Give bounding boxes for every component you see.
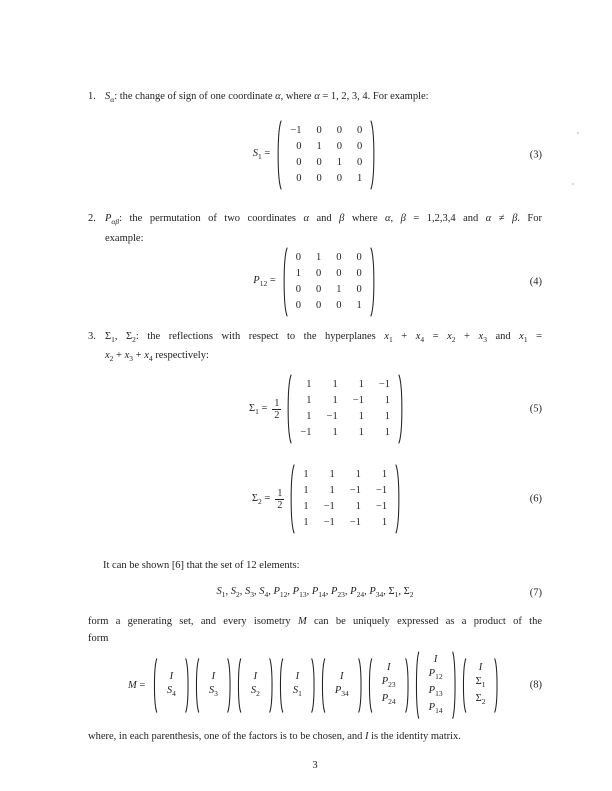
factor-entry: I — [433, 653, 438, 665]
matrix-cell: 1 — [356, 299, 362, 311]
text-line: $P_{\alpha\beta}$: the permutation of two coordinates α and β where α, β = 1,2,3,4 and α ≠ β. For — [105, 212, 542, 226]
matrix-cell: 1 — [384, 411, 391, 423]
matrix-cell: 0 — [336, 251, 342, 263]
matrix-cell: 1 — [303, 517, 309, 529]
equation-8-body — [128, 651, 502, 719]
page-number: 3 — [312, 760, 318, 772]
matrix-cell: 0 — [356, 140, 363, 152]
factor-entry: I — [211, 670, 216, 682]
list-item-3-number: 3. — [88, 330, 96, 342]
paragraph-where: where, in each parenthesis, one of the factors is to be chosen, and I is the identity matrix. — [88, 731, 461, 743]
factor-entry: I — [253, 670, 258, 682]
matrix-cell: 1 — [384, 427, 391, 439]
factor-entry: $P_{24}$ — [381, 693, 396, 706]
equation-7 — [88, 586, 542, 599]
factor-entry: $S_3$ — [208, 684, 218, 698]
list-item-1 — [88, 88, 542, 108]
equation-3-lhs: $S_1$ = — [252, 148, 271, 162]
matrix-cell: 1 — [329, 485, 335, 497]
fraction-denominator: 2 — [277, 499, 283, 511]
matrix-cell: 1 — [332, 379, 338, 391]
factor-entry: $\Sigma_2$ — [475, 693, 486, 706]
matrix-cell: 1 — [381, 517, 388, 529]
matrix-cell: −1 — [300, 427, 312, 439]
matrix-cell: 0 — [336, 140, 342, 152]
factor-entries — [242, 658, 269, 713]
factor-entry: $S_2$ — [250, 684, 260, 698]
matrix-sigma2-cells — [295, 464, 395, 534]
paragraph-generating — [88, 613, 542, 647]
list-item-1-number: 1. — [88, 91, 96, 102]
matrix-cell: 0 — [295, 299, 301, 311]
matrix-cell: 1 — [306, 411, 312, 423]
matrix-cell: 0 — [336, 267, 342, 279]
equation-3-body — [253, 120, 377, 190]
matrix-s1-cells — [282, 120, 370, 190]
left-parenthesis-icon — [275, 120, 282, 190]
matrix-sigma2 — [288, 464, 402, 534]
equation-7-body — [216, 586, 413, 599]
text-line: $\Sigma_1$, $\Sigma_2$: the reflections with respect to the hyperplanes $x_1 + x_4 = x_2 + x_3$ and $x_1$ = — [105, 330, 543, 344]
matrix-cell: 0 — [336, 124, 342, 136]
matrix-cell: 0 — [295, 283, 301, 295]
right-parenthesis-icon — [311, 658, 317, 713]
list-item-3-text — [105, 328, 542, 368]
left-parenthesis-icon — [288, 464, 295, 534]
matrix-cell: 0 — [296, 172, 302, 184]
factor-entry: $P_{13}$ — [428, 684, 443, 698]
matrix-cell: 1 — [303, 469, 309, 481]
paragraph-shown: It can be shown [6] that the set of 12 elements: — [103, 560, 300, 572]
equation-6 — [88, 464, 542, 534]
factor-entries — [420, 651, 452, 719]
list-item-2-number: 2. — [88, 212, 96, 224]
factor-group-s4 — [152, 658, 190, 713]
factor-group-s3 — [194, 658, 232, 713]
right-parenthesis-icon — [452, 651, 458, 719]
factor-entry: $P_{23}$ — [381, 676, 396, 690]
matrix-cell: 1 — [329, 469, 335, 481]
right-parenthesis-icon — [358, 658, 364, 713]
matrix-cell: −1 — [378, 379, 391, 391]
matrix-cell: −1 — [290, 124, 302, 136]
matrix-p12 — [281, 247, 377, 317]
matrix-sigma1-cells — [292, 374, 398, 444]
matrix-cell: 1 — [315, 251, 322, 263]
left-parenthesis-icon — [285, 374, 292, 444]
factor-entry: I — [386, 662, 391, 674]
factor-entry: I — [169, 670, 174, 682]
matrix-cell: −1 — [323, 517, 335, 529]
equation-4-number: (4) — [529, 276, 542, 288]
equation-5-number: (5) — [529, 403, 542, 415]
equation-4-body — [253, 247, 376, 317]
matrix-cell: 0 — [356, 283, 362, 295]
matrix-cell: 1 — [358, 411, 364, 423]
factor-entry: $\Sigma_1$ — [475, 676, 486, 690]
equation-6-number: (6) — [529, 493, 542, 505]
matrix-cell: −1 — [375, 485, 388, 497]
matrix-cell: 0 — [316, 156, 322, 168]
matrix-cell: 1 — [332, 427, 338, 439]
matrix-cell: 0 — [336, 172, 342, 184]
matrix-cell: 1 — [336, 156, 342, 168]
factor-entry: I — [478, 662, 483, 674]
factor-group-sigma1-sigma2 — [461, 658, 500, 713]
matrix-cell: 0 — [296, 156, 302, 168]
text-line: $x_2 + x_3 + x_4$ respectively: — [105, 350, 209, 364]
equation-3-number: (3) — [529, 149, 542, 161]
right-parenthesis-icon — [395, 464, 402, 534]
matrix-cell: 1 — [355, 469, 361, 481]
list-item-2 — [88, 210, 542, 247]
matrix-cell: 1 — [303, 501, 309, 513]
matrix-cell: −1 — [323, 501, 335, 513]
matrix-cell: 1 — [306, 395, 312, 407]
factor-entry: $P_{34}$ — [334, 684, 349, 698]
equation-8 — [88, 651, 542, 719]
factor-group-s1 — [278, 658, 316, 713]
factor-group-p34 — [320, 658, 363, 713]
factor-entry: $S_4$ — [166, 684, 176, 698]
text-line: form — [88, 632, 109, 644]
equation-5 — [88, 374, 542, 444]
right-parenthesis-icon — [269, 658, 275, 713]
generator-list: $S_1$, $S_2$, $S_3$, $S_4$, $P_{12}$, $P_{13}$, $P_{14}$, $P_{23}$, $P_{24}$, $P_{34}$, $\Sigma_1$, $\Sigma_2$ — [216, 586, 414, 599]
matrix-cell: −1 — [326, 411, 338, 423]
equation-7-number: (7) — [529, 587, 542, 599]
matrix-cell: 1 — [306, 379, 312, 391]
matrix-cell: 0 — [315, 299, 322, 311]
matrix-cell: 1 — [381, 469, 388, 481]
left-parenthesis-icon — [281, 247, 288, 317]
fraction-numerator: 1 — [274, 397, 280, 409]
factor-entries — [200, 658, 227, 713]
text-line: $S_\alpha$: the change of sign of one coordinate α, where α = 1, 2, 3, 4. For example: — [105, 91, 429, 104]
equation-5-body — [249, 374, 405, 444]
fraction-one-half — [272, 398, 281, 421]
matrix-cell: −1 — [349, 485, 361, 497]
matrix-cell: −1 — [375, 501, 388, 513]
right-parenthesis-icon — [405, 658, 411, 713]
factor-entries — [467, 658, 495, 713]
matrix-cell: 1 — [358, 427, 364, 439]
factor-entry: $P_{12}$ — [428, 667, 443, 681]
equation-4 — [88, 247, 542, 317]
list-item-3 — [88, 328, 542, 368]
equation-3 — [88, 120, 542, 190]
matrix-p12-cells — [288, 247, 370, 317]
matrix-cell: 1 — [355, 501, 361, 513]
equation-6-body — [252, 464, 402, 534]
matrix-cell: 0 — [316, 172, 322, 184]
text-line: example: — [105, 232, 144, 244]
right-parenthesis-icon — [185, 658, 191, 713]
text-line: form a generating set, and every isometry M can be uniquely expressed as a product of the — [88, 615, 542, 627]
matrix-cell: 0 — [316, 124, 322, 136]
matrix-sigma1 — [285, 374, 405, 444]
matrix-cell: 1 — [295, 267, 301, 279]
equation-6-lhs: $\Sigma_2$ = — [251, 492, 271, 506]
scan-speck — [572, 183, 574, 185]
list-item-2-text — [105, 210, 542, 247]
matrix-cell: 0 — [336, 299, 342, 311]
matrix-cell: 0 — [295, 251, 301, 263]
matrix-cell: 0 — [356, 251, 362, 263]
right-parenthesis-icon — [398, 374, 405, 444]
factor-entry: $S_1$ — [292, 684, 302, 698]
matrix-cell: 0 — [315, 283, 322, 295]
matrix-cell: 1 — [332, 395, 338, 407]
right-parenthesis-icon — [370, 247, 377, 317]
matrix-cell: 1 — [336, 283, 342, 295]
factor-group-p12-p13-p14 — [414, 651, 457, 719]
page-content — [88, 0, 542, 774]
matrix-cell: 1 — [316, 140, 322, 152]
matrix-s1 — [275, 120, 377, 190]
matrix-cell: 1 — [358, 379, 364, 391]
fraction-one-half — [275, 488, 284, 511]
matrix-cell: −1 — [349, 517, 361, 529]
factor-group-s2 — [236, 658, 274, 713]
matrix-cell: 1 — [303, 485, 309, 497]
matrix-cell: 1 — [384, 395, 391, 407]
equation-8-number: (8) — [529, 679, 542, 691]
fraction-denominator: 2 — [274, 409, 280, 421]
factor-entries — [326, 658, 358, 713]
matrix-cell: −1 — [352, 395, 364, 407]
right-parenthesis-icon — [370, 120, 377, 190]
factor-entries — [158, 658, 185, 713]
matrix-cell: 0 — [356, 156, 363, 168]
matrix-cell: 0 — [315, 267, 322, 279]
matrix-cell: 0 — [356, 267, 362, 279]
right-parenthesis-icon — [494, 658, 500, 713]
right-parenthesis-icon — [227, 658, 233, 713]
matrix-cell: 1 — [356, 172, 363, 184]
equation-5-lhs: $\Sigma_1$ = — [248, 402, 268, 416]
factor-entries — [284, 658, 311, 713]
matrix-cell: 0 — [356, 124, 363, 136]
equation-8-lhs: M = — [128, 679, 146, 691]
fraction-numerator: 1 — [277, 487, 283, 499]
factor-group-p23-p24 — [367, 658, 410, 713]
list-item-1-text — [105, 88, 542, 108]
factor-entry: I — [340, 670, 344, 682]
factor-entry: $P_{14}$ — [428, 701, 443, 715]
equation-4-lhs: $P_{12}$ = — [253, 275, 276, 288]
scan-speck — [577, 132, 579, 134]
matrix-cell: 0 — [296, 140, 302, 152]
factor-entry: I — [295, 670, 300, 682]
factor-entries — [373, 658, 405, 713]
